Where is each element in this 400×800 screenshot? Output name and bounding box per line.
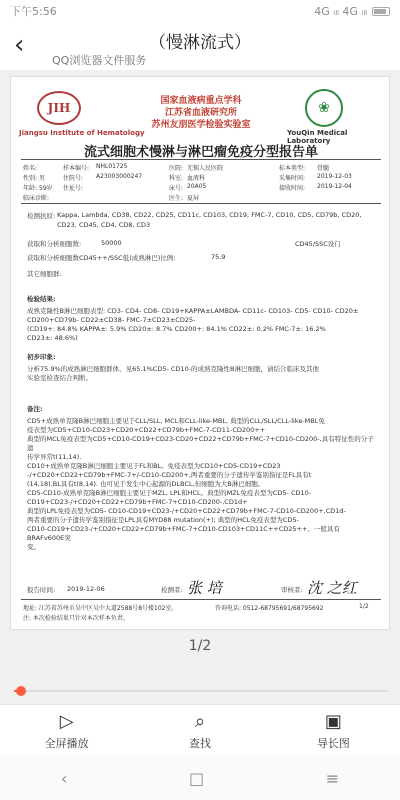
footnote: 注: 本次检验结果只针对本次样本负责。 [23, 615, 129, 622]
sex-label: 性别: [23, 175, 38, 182]
document-page[interactable] [10, 76, 390, 630]
hospital-value: 无锡人民医院 [187, 165, 224, 172]
image-icon: ▣ [324, 710, 342, 732]
dept-label: 科室: [169, 175, 184, 182]
result-line-3: (CD19+: 84.8% KAPPA±: 5.9% CD20±: 8.7% CD200+: 84.1% CD22±: 0.2% FMC-7±: 16.2% [27, 325, 326, 333]
result-line-2: CD200+CD79b- CD22±CD38- FMC-7±CD23±CD25- [27, 316, 196, 324]
age-label: 年龄: [23, 185, 38, 192]
battery-icon [372, 7, 390, 16]
signal-icon: 4G ᵢₗₗ 4G ᵢₗₗ [314, 4, 367, 18]
leaf-icon: ❀ [318, 100, 330, 116]
result-title: 检验结果: [27, 295, 56, 303]
search-button[interactable] [133, 705, 266, 756]
youqin-logo-caption: YouQin Medical Laboratory [287, 129, 348, 145]
note-line: 疫表型为CD5+CD10-CD23+CD20+CD22+CD79b+FMC-7-CD11-CD200++ [27, 426, 266, 434]
checker-signature: 张 培 [187, 579, 222, 597]
lab-address: 地址: 江苏省苏州市吴中区吴中大道2588号8号楼102室。 [23, 605, 178, 612]
note-line: CD5-CD10-成熟单克隆B淋巴细胞主要见于MZL, LPL和HCL。典型的MZL免疫表型为CD5- CD10- [27, 489, 312, 497]
note-line: 两者重要的分子遗传学鉴别指征是LPL具有MYD88 mutation(+); 典型的HCL免疫表型为CD5- [27, 516, 299, 524]
ratio-value: 75.9 [211, 253, 226, 261]
collect-label: 采集时间: [279, 175, 306, 182]
antigen-line-2: CD23, CD45, CD4, CD8, CD3 [57, 221, 151, 229]
note-line: (14,18),BL具有t(8,14). 也可见于发生中心起源的DLBCL,但细胞为大B淋巴细胞。 [27, 480, 265, 488]
sample-type-value: 骨髓 [317, 165, 330, 172]
document-source: QQ浏览器文件服务 [52, 54, 147, 67]
note-line: 典型的MCL免疫表型为CD5+CD10-CD19+CD23-CD20+CD22+CD79b+FMC-7+CD10-CD200-,具有特征性的分子遗 [27, 435, 374, 452]
reviewer-label: 审核者: [281, 586, 303, 594]
collect-value: 2019-12-03 [317, 173, 352, 180]
slider-handle[interactable] [16, 686, 26, 696]
result-line-1: 成熟克隆性B淋巴细胞表型: CD3- CD4- CD8- CD19+KAPPA±LAMBDA- CD11c- CD103- CD5- CD10- CD20± [27, 307, 359, 315]
divider [21, 599, 381, 600]
document-title: （慢淋流式） [149, 33, 251, 53]
status-icons [314, 5, 390, 18]
dept-value: 血液科 [187, 175, 206, 182]
export-long-image-button[interactable] [267, 705, 400, 756]
page-indicator: 1/2 [188, 638, 212, 654]
note-line: 传学异常t(11,14). [27, 453, 82, 461]
status-time: 下午5:56 [10, 5, 57, 18]
impression-section [27, 353, 377, 383]
youqin-logo [305, 89, 343, 127]
impression-line-2: 实验室检查结合判断。 [27, 374, 92, 382]
note-line: 变。 [27, 543, 40, 551]
acquired-label: 获取和分析细胞数: [27, 240, 82, 248]
ratio-label: 获取和分析细胞数CD45++/SSC低(成熟淋巴)比例: [27, 254, 176, 262]
note-line: CD10-CD19+CD23-/+CD20+CD22+CD79b+FMC-7+CD10-CD103+CD11C++CD25++。一般具有BRAFv600E突 [27, 525, 340, 542]
notes-section [27, 405, 377, 552]
lab-phone: 咨询电话: 0512-68795691/68795692 [215, 605, 324, 612]
other-cells-label: 其它细胞群: [27, 270, 62, 278]
play-icon: ▷ [59, 710, 74, 732]
institution-line-1: 国家血液病重点学科 [160, 96, 242, 106]
jih-logo: JIH [37, 91, 81, 125]
note-line: -/+CD20+CD22+CD79b+FMC-7+/-CD10-CD200+,两者重要的分子遗传学鉴别指征是FL具有t [27, 471, 312, 479]
inpatient-label: 住院号: [63, 175, 84, 182]
hospital-label: 医院: [169, 165, 184, 172]
note-line: CD5+成熟单克隆B淋巴细胞主要见于CLL/SLL, MCL和CLL-like-MBL, 典型的CLL/SLL/CLL-like-MBL免 [27, 417, 325, 425]
bottom-toolbar [0, 704, 400, 756]
institution-line-2: 江苏省血液研究所 [164, 108, 237, 118]
antigen-label: 检测抗原: [27, 212, 56, 220]
report-title: 流式细胞术慢淋与淋巴瘤免疫分型报告单 [83, 145, 318, 160]
age-value: 59岁 [39, 185, 53, 192]
inpatient-value: A23003000247 [96, 173, 143, 180]
app-header [0, 22, 400, 70]
acquired-value: 50000 [101, 239, 122, 247]
result-line-4: CD23±: 48.6%) [27, 334, 78, 342]
impression-title: 初步印象: [27, 353, 56, 361]
sample-type-label: 标本类型: [279, 165, 306, 172]
report-time-label: 报告时间: [27, 586, 56, 594]
divider [21, 159, 381, 160]
receive-value: 2019-12-04 [317, 183, 352, 190]
notes-title: 备注: [27, 405, 43, 413]
fullscreen-button[interactable] [0, 705, 133, 756]
status-bar [0, 0, 400, 22]
checker-label: 检测者: [161, 586, 183, 594]
address-no-label: 住址号: [63, 185, 84, 192]
sample-label: 样本编号: [63, 165, 90, 172]
search-label: 查找 [188, 736, 211, 750]
fullscreen-label: 全屏播放 [44, 736, 89, 750]
nav-home-icon[interactable]: □ [188, 768, 205, 788]
sex-value: 男 [39, 175, 46, 182]
system-nav-bar [0, 756, 400, 800]
gate-label: CD45/SSC设门 [295, 240, 341, 248]
note-line: 典型的LPL免疫表型为CD5- CD10-CD19+CD23-/+CD20+CD22+CD79b+FMC-7-CD10-CD200+,CD1d- [27, 507, 346, 515]
slider-track[interactable] [14, 690, 388, 692]
document-viewer[interactable] [0, 70, 400, 720]
note-line: CD19+CD23-/+CD20+CD22+CD79b+FMC-7+CD10-CD200-,CD1d+ [27, 498, 248, 506]
jih-logo-caption: Jiangsu Institute of Hematology [19, 129, 145, 137]
doctor-value: 夏屏 [187, 195, 200, 202]
divider [21, 203, 381, 204]
impression-line-1: 分析75.9%的成熟淋巴细胞群体，见65.1%CD5- CD10-的成熟克隆性B淋巴细胞，请结合临床及其他 [27, 365, 320, 373]
antigen-line-1: Kappa, Lambda, CD38, CD22, CD25, CD11c, CD103, CD19, FMC-7, CD10, CD5, CD79b, CD20, [57, 211, 362, 219]
export-long-image-label: 导长图 [316, 736, 350, 750]
bed-label: 床号: [169, 185, 184, 192]
note-line: CD10+成熟单克隆B淋巴细胞主要见于FL和BL。免疫表型为CD10+CD5-CD19+CD23 [27, 462, 281, 470]
doctor-label: 医生: [169, 195, 184, 202]
sample-value: NHL01725 [96, 163, 128, 170]
name-label: 姓名: [23, 165, 38, 172]
reviewer-signature: 沈 之红 [307, 579, 357, 597]
page-marker: 1/2 [359, 603, 369, 610]
institution-line-3: 苏州友朋医学检验实验室 [151, 120, 251, 130]
nav-back-icon[interactable]: ‹ [60, 768, 68, 788]
chevron-left-icon: ‹ [14, 30, 25, 60]
nav-menu-icon[interactable]: ≡ [325, 768, 340, 788]
page-slider[interactable] [0, 684, 400, 698]
diagnosis-label: 临床诊断: [23, 195, 50, 202]
report-time-value: 2019-12-06 [67, 585, 105, 593]
result-section [27, 295, 377, 343]
bed-value: 20A05 [187, 183, 207, 190]
search-icon: ⌕ [194, 710, 206, 732]
receive-label: 接收时间: [279, 185, 306, 192]
